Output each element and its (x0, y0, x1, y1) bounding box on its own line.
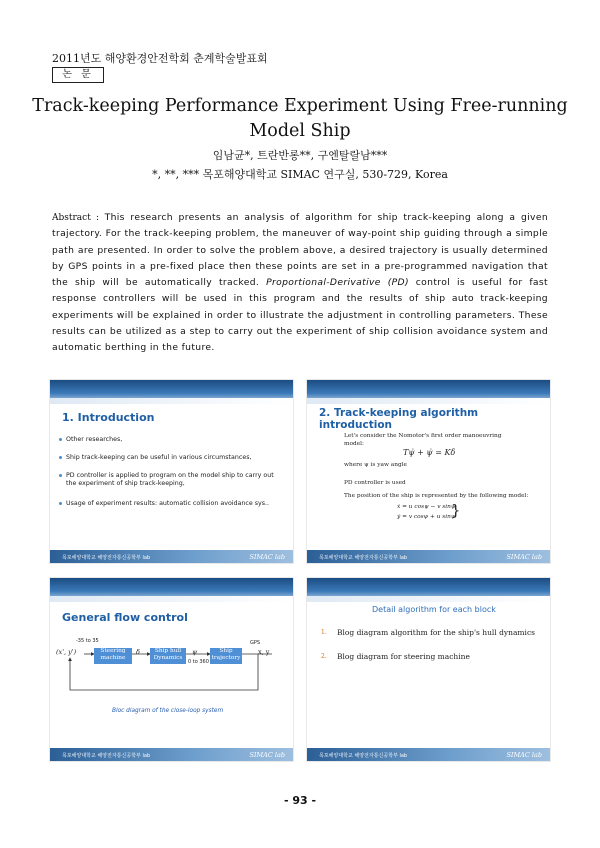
slide-general-flow-control (50, 578, 293, 761)
slide-bullet: Usage of experiment results: automatic collision avoidance sys.. (66, 500, 276, 508)
output-label: x, y (258, 648, 270, 656)
abstract-text-2: control is useful for fast response controllers will be used in this program and the results of ship auto track-keeping experiments will be explained in order to illustrate the adjustment in controlling parameters. These results can be utilized as a step to carry out the experiment of ship collision avoidance system and automatic berthing in the future. (52, 277, 549, 354)
university-logo-text: 목포해양대학교 해양전자통신공학부 lab (62, 753, 151, 759)
slide-footer (50, 748, 293, 761)
lab-name: SIMAC lab (506, 751, 542, 759)
conference-name: 2011년도 해양환경안전학회 춘계학술발표회 (52, 52, 268, 65)
page-number: - 93 - (283, 794, 317, 807)
detail-item: Blog diagram for steering machine (337, 652, 470, 661)
slide-footer (307, 550, 550, 563)
slide-heading: Detail algorithm for each block (372, 605, 496, 614)
slide-heading: General flow control (62, 611, 188, 624)
paper-title-line2: Model Ship (249, 121, 351, 141)
slide-text: where ψ is yaw angle (344, 462, 407, 468)
university-logo-text: 목포해양대학교 해양전자통신공학부 lab (319, 753, 408, 759)
ship-hull-dynamics-block: Ship hull Dynamics (150, 648, 186, 664)
slide-introduction (50, 380, 293, 563)
slide-text: PD controller is used (344, 480, 406, 486)
paper-title-line1: Track-keeping Performance Experiment Using Free-running (32, 96, 568, 116)
university-logo-text: 목포해양대학교 해양전자통신공학부 lab (62, 555, 151, 561)
authors: 임남균*, 트란반롱**, 구엔탈랄남*** (212, 149, 388, 162)
slide-text: Let's consider the Nomotor's first order manoeuvring (344, 433, 502, 439)
slide-footer (307, 748, 550, 761)
heading-range-label: 0 to 360 (188, 659, 209, 665)
gps-label: GPS (250, 640, 261, 646)
paper-type-tag: 논 문 (52, 67, 104, 83)
item-number: 2. (321, 653, 327, 660)
abstract-label: Abstract : (52, 213, 100, 223)
slide-track-keeping-algorithm (307, 380, 550, 563)
abstract-text-1: This research presents an analysis of algorithm for ship track-keeping along a given trajectory. For the track-keeping problem, the maneuver of way-point ship guiding through a simple path are presented. In order to solve the problem above, a desired trajectory is usually determined by GPS points in a pre-fixed place then these points are set in a pre-programmed navigation that the ship will be automatically tracked. (52, 212, 549, 289)
abstract-italic: Proportional-Derivative (PD) (266, 277, 409, 289)
psi-label: ψ (192, 648, 198, 656)
slide-footer (50, 550, 293, 563)
diagram-caption: Bloc diagram of the close-loop system (112, 708, 224, 714)
slide-bullet: Ship track-keeping can be useful in various circumstances, (66, 454, 276, 462)
slide-text: model: (344, 441, 364, 447)
steering-machine-block: Steering machine (94, 648, 132, 664)
slide-bullet: Other researches, (66, 436, 276, 444)
slide-heading: 1. Introduction (62, 411, 155, 424)
steering-range-label: -35 to 35 (76, 638, 99, 644)
detail-item: Blog diagram algorithm for the ship's hull dynamics (337, 628, 535, 637)
university-logo-text: 목포해양대학교 해양전자통신공학부 lab (319, 555, 408, 561)
slide-text: The position of the ship is represented by the following model: (344, 493, 529, 499)
lab-name: SIMAC lab (249, 751, 285, 759)
position-equation-y: ẏ = v cosψ + u sinψ (397, 514, 456, 520)
affiliation: *, **, *** 목포해양대학교 SIMAC 연구실, 530-729, Korea (152, 168, 448, 181)
item-number: 1. (321, 629, 327, 636)
lab-name: SIMAC lab (249, 553, 285, 561)
abstract (52, 210, 548, 357)
ship-trajectory-block: Ship trajectory (210, 648, 242, 664)
slide-detail-algorithm (307, 578, 550, 761)
block-diagram (50, 578, 293, 761)
equation-brace: } (451, 501, 461, 519)
position-equation-x: ẋ = u cosψ − v sinψ (397, 504, 456, 510)
slide-heading: 2. Track-keeping algorithm introduction (319, 407, 479, 431)
delta-label: δ (136, 648, 140, 656)
slide-bullet: PD controller is applied to program on the model ship to carry out the experiment of ship track-keeping, (66, 472, 276, 488)
nomoto-equation: Tψ̇ + ψ̇ = Kδ (403, 448, 456, 457)
lab-name: SIMAC lab (506, 553, 542, 561)
input-label: (x', y') (56, 648, 77, 656)
